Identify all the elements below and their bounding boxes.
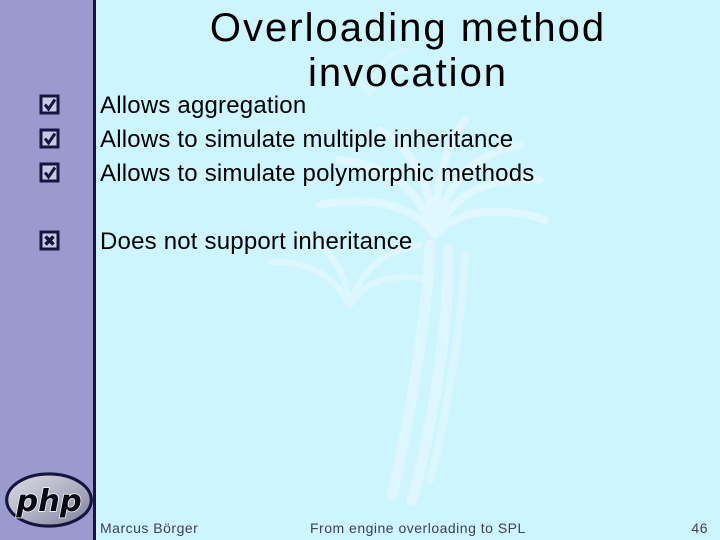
sidebar bbox=[0, 0, 96, 540]
bullet-text: Allows to simulate multiple inheritance bbox=[100, 126, 514, 153]
bullet-text: Does not support inheritance bbox=[100, 228, 413, 255]
footer-deck-title: From engine overloading to SPL bbox=[310, 520, 526, 536]
checked-checkbox-icon bbox=[39, 162, 60, 183]
slide-title: Overloading method invocation bbox=[209, 6, 607, 95]
checked-checkbox-icon bbox=[39, 128, 60, 149]
bullet-item bbox=[39, 92, 306, 120]
php-badge-text: php bbox=[16, 483, 82, 519]
crossed-checkbox-icon bbox=[39, 230, 60, 251]
bullet-text: Allows aggregation bbox=[100, 92, 307, 119]
bullet-item bbox=[39, 160, 534, 188]
bullet-item bbox=[39, 228, 412, 256]
php-logo-badge bbox=[4, 471, 94, 529]
footer-page-number: 46 bbox=[691, 520, 708, 536]
bullet-item bbox=[39, 126, 513, 154]
bullet-text: Allows to simulate polymorphic methods bbox=[100, 160, 535, 187]
footer-author: Marcus Börger bbox=[100, 520, 199, 536]
checked-checkbox-icon bbox=[39, 94, 60, 115]
